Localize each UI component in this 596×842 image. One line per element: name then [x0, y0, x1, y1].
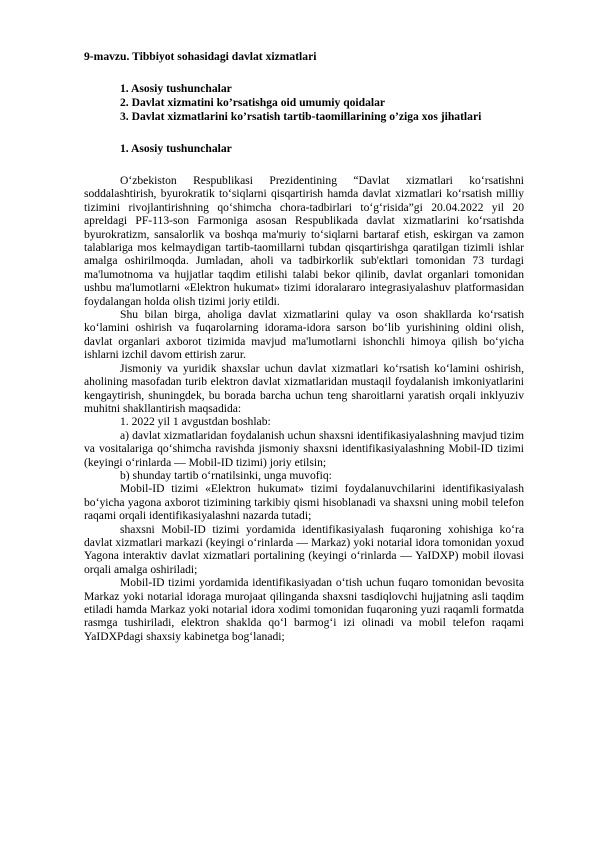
- toc-item: 2. Davlat xizmatini ko’rsatishga oid umumiy qoidalar: [120, 96, 386, 109]
- paragraph: shaxsni Mobil-ID tizimi yordamida identifikasiyalash fuqaroning xohishiga ko‘ra davlat xizmatlari markazi (keyingi o‘rinlarda — Markaz) yoki notarial idora tomonidan yoxud Yagona interaktiv davlat xizmatlari portalining (keyingi o‘rinlarda — YaIDXP) mobil ilovasi orqali amalga oshiriladi;: [84, 522, 524, 576]
- paragraph: 1. 2022 yil 1 avgustdan boshlab:: [120, 415, 271, 429]
- paragraph: Jismoniy va yuridik shaxslar uchun davlat xizmatlari ko‘rsatish ko‘lamini oshirish, aholining masofadan turib elektron davlat xizmatlaridan mustaqil foydalanish imkoniyatlarini kengaytirish, shuningdek, bu borada barcha uchun teng sharoitlarni yaratish orqali inklyuziv muhitni shakllantirish maqsadida:: [84, 361, 524, 415]
- paragraph: b) shunday tartib o‘rnatilsinki, unga muvofiq:: [120, 468, 332, 482]
- section-title: 1. Asosiy tushunchalar: [120, 142, 232, 155]
- paragraph: Mobil-ID tizimi «Elektron hukumat» tizimi foydalanuvchilarini identifikasiyalash bo‘yicha yagona axborot tizimining tarkibiy qismi hisoblanadi va shaxsni uning mobil telefon raqami orqali identifikasiyalashni nazarda tutadi;: [84, 482, 524, 523]
- table-of-contents: [84, 82, 524, 124]
- paragraph: a) davlat xizmatlaridan foydalanish uchun shaxsni identifikasiyalashning mavjud tizim va vositalariga qo‘shimcha ravishda jismoniy shaxsni identifikasiyalashning Mobil-ID tizimi (keyingi o‘rinlarda — Mobil-ID tizimi) joriy etilsin;: [84, 428, 524, 469]
- topic-heading: 9-mavzu. Tibbiyot sohasidagi davlat xizmatlari: [84, 50, 317, 63]
- paragraph: Shu bilan birga, aholiga davlat xizmatlarini qulay va oson shakllarda ko‘rsatish ko‘lamini oshirish va fuqarolarning idorama-idora sarson bo‘lib yurishining oldini olish, davlat organlari axborot tizimida mavjud ma'lumotlarni ishonchli himoya qilish bo‘yicha ishlarni izchil davom ettirish zarur.: [84, 308, 524, 362]
- document-page: [84, 50, 524, 643]
- toc-item: 3. Davlat xizmatlarini ko’rsatish tartib-taomillarining o’ziga xos jihatlari: [120, 110, 482, 123]
- paragraph: Mobil-ID tizimi yordamida identifikasiyadan o‘tish uchun fuqaro tomonidan bevosita Markaz yoki notarial idoraga murojaat qilinganda shaxsni tasdiqlovchi hujjatning asli taqdim etiladi hamda Markaz yoki notarial idora xodimi tomonidan fuqaroning yuzi raqamli formatda rasmga tushiriladi, elektron shaklda qo‘l barmog‘i izi olinadi va mobil telefon raqami YaIDXPdagi shaxsiy kabinetga bog‘lanadi;: [84, 576, 524, 643]
- toc-item: 1. Asosiy tushunchalar: [120, 82, 232, 95]
- paragraph: O‘zbekiston Respublikasi Prezidentining “Davlat xizmatlari ko‘rsatishni soddalashtirish, byurokratik to‘siqlarni qisqartirish hamda davlat xizmatlari ko‘rsatish milliy tizimini rivojlantirishning qo‘shimcha chora-tadbirlari to‘g‘risida”gi 20.04.2022 yil 20 apreldagi PF-113-son Farmoniga asosan Respublikada davlat xizmatlarini ko‘rsatishda byurokratizm, sansalorlik va boshqa ma'muriy to‘siqlarni bartaraf etish, eskirgan va zamon talablariga mos kelmaydigan tartib-taomillarni tubdan qisqartirishga qaratilgan tizimli ishlar amalga oshirilmoqda. Jumladan, aholi va tadbirkorlik sub'ektlari tomonidan 73 turdagi ma'lumotnoma va hujjatlar taqdim etilishi talabi bekor qilinib, davlat organlari tomonidan ushbu ma'lumotlarni «Elektron hukumat» tizimi idoralararo integrasiyalashuv platformasidan foydalangan holda olish tizimi joriy etildi.: [84, 174, 524, 308]
